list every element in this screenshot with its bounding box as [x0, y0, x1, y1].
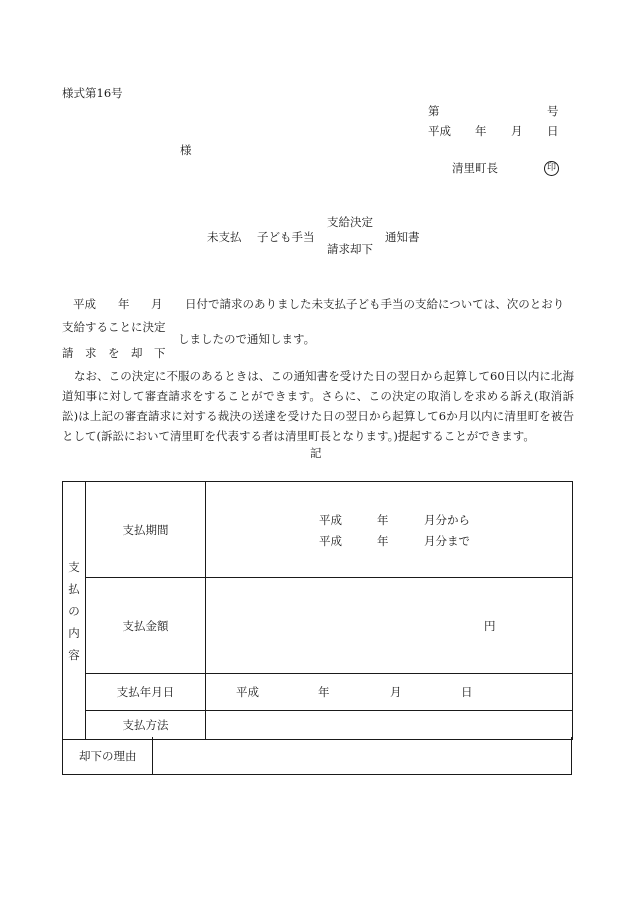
form-number: 様式第16号	[62, 86, 123, 100]
date-day-unit: 日	[547, 124, 559, 138]
seal-stamp: 印	[544, 161, 559, 176]
date-era-cell: 平成	[236, 685, 259, 699]
period-value-cell[interactable]	[206, 482, 573, 578]
amount-label: 支払金額	[86, 578, 206, 674]
date-era: 平成	[428, 124, 451, 138]
sender-name: 清里町長	[452, 161, 498, 175]
table-row-period	[63, 482, 573, 578]
rejection-reason-row	[62, 737, 572, 775]
vertical-char: 払	[68, 581, 80, 596]
payment-method-label: 支払方法	[86, 711, 206, 740]
vertical-char: 容	[68, 647, 80, 662]
date-year-cell: 年	[318, 685, 330, 699]
rejection-reason-value-cell[interactable]	[153, 737, 571, 774]
table-row-method	[63, 711, 573, 740]
date-day-cell: 日	[461, 685, 473, 699]
title-suffix: 通知書	[385, 230, 420, 244]
seal-mark	[544, 159, 559, 176]
ki-label: 記	[310, 446, 322, 460]
table-row-date	[63, 674, 573, 711]
title-option-grant: 支給決定	[327, 215, 373, 229]
rejection-reason-label-cell	[63, 737, 153, 774]
payment-method-cell[interactable]	[206, 711, 573, 740]
period-from-year: 年	[377, 513, 389, 527]
body-line1-text: 日付で請求のありました未支払子ども手当の支給については、次のとおり	[185, 297, 565, 311]
period-from-era: 平成	[319, 513, 342, 527]
payment-content-label	[63, 482, 86, 740]
period-label: 支払期間	[86, 482, 206, 578]
period-to-month: 月分まで	[424, 534, 470, 548]
period-from-month: 月分から	[424, 513, 470, 527]
payment-date-label: 支払年月日	[86, 674, 206, 711]
appeal-paragraph: なお、この決定に不服のあるときは、この通知書を受けた日の翌日から起算して60日以内に北海道知事に対して審査請求をすることができます。さらに、この決定の取消しを求める訴え(取消訴訟)は上記の審査請求に対する裁決の送達を受けた日の翌日から起算して6か月以内に清里町を被告として(訴訟において清里町を代表する者は清里町長となります。)提起することができます。	[62, 369, 574, 443]
table-row-amount	[63, 578, 573, 674]
date-month-cell: 月	[390, 685, 402, 699]
title-middle: 子ども手当	[257, 230, 315, 244]
payment-details-table	[62, 481, 573, 740]
body-year-unit: 年	[118, 297, 130, 311]
body-month-unit: 月	[151, 297, 163, 311]
number-prefix: 第	[428, 104, 440, 118]
vertical-char: の	[68, 603, 80, 618]
payment-date-cell[interactable]	[206, 674, 573, 711]
body-option-reject: 請 求 を 却 下	[62, 346, 166, 360]
body-era: 平成	[73, 297, 96, 311]
title-prefix: 未支払	[207, 230, 242, 244]
date-year-unit: 年	[475, 124, 487, 138]
body-line2-text: しましたので通知します。	[178, 332, 316, 346]
title-option-reject: 請求却下	[327, 242, 373, 256]
number-suffix: 号	[547, 104, 559, 118]
period-to-era: 平成	[319, 534, 342, 548]
rejection-reason-label: 却下の理由	[79, 749, 137, 763]
body-option-grant: 支給することに決定	[62, 320, 166, 334]
date-month-unit: 月	[511, 124, 523, 138]
period-to-year: 年	[377, 534, 389, 548]
amount-value-cell[interactable]	[206, 578, 573, 674]
vertical-char: 支	[68, 559, 80, 574]
amount-unit: 円	[484, 619, 496, 633]
vertical-char: 内	[68, 625, 80, 640]
recipient-honorific: 様	[180, 143, 192, 157]
